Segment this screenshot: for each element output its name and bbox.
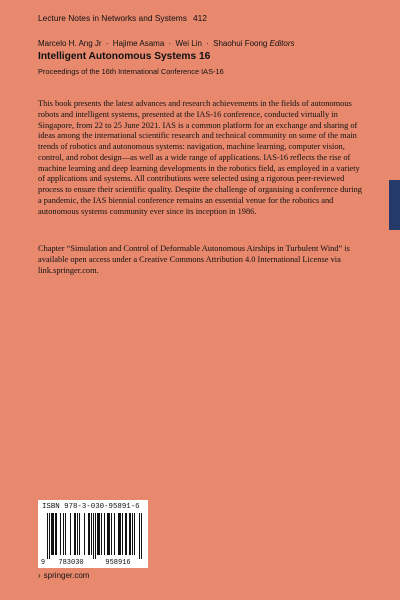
book-subtitle: Proceedings of the 16th International Conference IAS-16 [38,67,224,76]
barcode-bar [91,513,92,555]
series-number: 412 [192,13,207,23]
barcode-bar [77,513,78,555]
editor-separator: · [206,39,209,48]
barcode-bar [47,513,48,559]
barcode-bar [132,513,133,555]
barcode-digits [41,559,131,566]
barcode-bar [74,513,75,555]
barcode-bar [56,513,57,555]
website-text: springer.com [43,571,90,580]
editor-separator: · [168,39,172,48]
book-title: Intelligent Autonomous Systems 16 [38,51,211,62]
barcode-bar [111,513,112,555]
open-access-note: Chapter “Simulation and Control of Deformable Autonomous Airships in Turbulent Wind” is available open access under a Creative Commons Attribution 4.0 International License via link.springer.com. [38,244,350,275]
barcode-bar [49,513,50,559]
barcode-bar [75,513,76,555]
barcode-bar [89,513,90,555]
editors-line [38,39,295,48]
barcode [40,513,146,566]
book-description: This book presents the latest advances and research achievements in the fields of autonomous robots and intelligent systems, presented at the IAS-16 conference, conducted virtually in Singapore, from 22 to 25 June 2021. IAS is a common platform for an exchange and sharing of ideas among the international scientific research and technical community on some of the main trends of robotics and autonomous systems: navigation, machine learning, computer vision, control, and robot design—as well as a wide range of applications. IAS-16 reflects the rise of machine learning and deep learning developments in the robotics field, as employed in a variety of applications and systems. All contributions were selected using a rigorous peer-reviewed process to ensure their scientific quality. Despite the challenge of organising a conference during a pandemic, the IAS biennial conference remains an essential venue for the robotics and autonomous systems community ever since its inception in 1986. [38,99,362,216]
editor-name: Marcelo H. Ang Jr [38,39,102,48]
barcode-bar [129,513,130,555]
barcode-bar [52,513,53,555]
barcode-bar [55,513,56,555]
barcode-bar [114,513,115,555]
editors-role: Editors [269,39,295,48]
editor-separator: · [105,39,109,48]
barcode-bar [70,513,71,555]
barcode-bar [125,513,126,555]
barcode-bar [97,513,98,555]
barcode-bar [84,513,85,555]
barcode-bar [65,513,66,555]
series-line [38,13,207,23]
side-band [389,180,400,230]
barcode-bar [93,513,94,559]
barcode-bar [53,513,54,555]
barcode-bar [109,513,110,555]
barcode-bar [119,513,120,555]
barcode-bar [118,513,119,555]
barcode-bar [130,513,131,555]
barcode-bars [47,513,142,559]
isbn-label: ISBN 978-3-030-95891-6 [42,503,140,511]
springer-website-link[interactable] [38,571,89,580]
barcode-bar [101,513,102,555]
editor-name: Shaohui Foong [213,39,268,48]
barcode-bar [99,513,100,555]
barcode-bar [88,513,89,555]
barcode-bar [51,513,52,555]
barcode-digit-group: 958916 [105,559,131,566]
barcode-bar [122,513,123,555]
barcode-bar [60,513,61,555]
barcode-bar [79,513,80,555]
barcode-bar [107,513,108,555]
barcode-bar [139,513,140,559]
barcode-bar [108,513,109,555]
barcode-bar [98,513,99,555]
barcode-bar [126,513,127,555]
editor-name: Hajime Asama [112,39,165,48]
barcode-digit-group: 783030 [58,559,84,566]
barcode-bar [95,513,96,559]
barcode-digit-group: 9 [40,559,46,566]
barcode-bar [104,513,105,555]
barcode-bar [141,513,142,559]
editor-name: Wei Lin [175,39,202,48]
series-name: Lecture Notes in Networks and Systems [38,13,187,23]
barcode-bar [63,513,64,555]
barcode-bar [134,513,135,555]
isbn-barcode-block [38,500,148,568]
chevron-right-icon: › [38,571,41,580]
barcode-bar [120,513,121,555]
